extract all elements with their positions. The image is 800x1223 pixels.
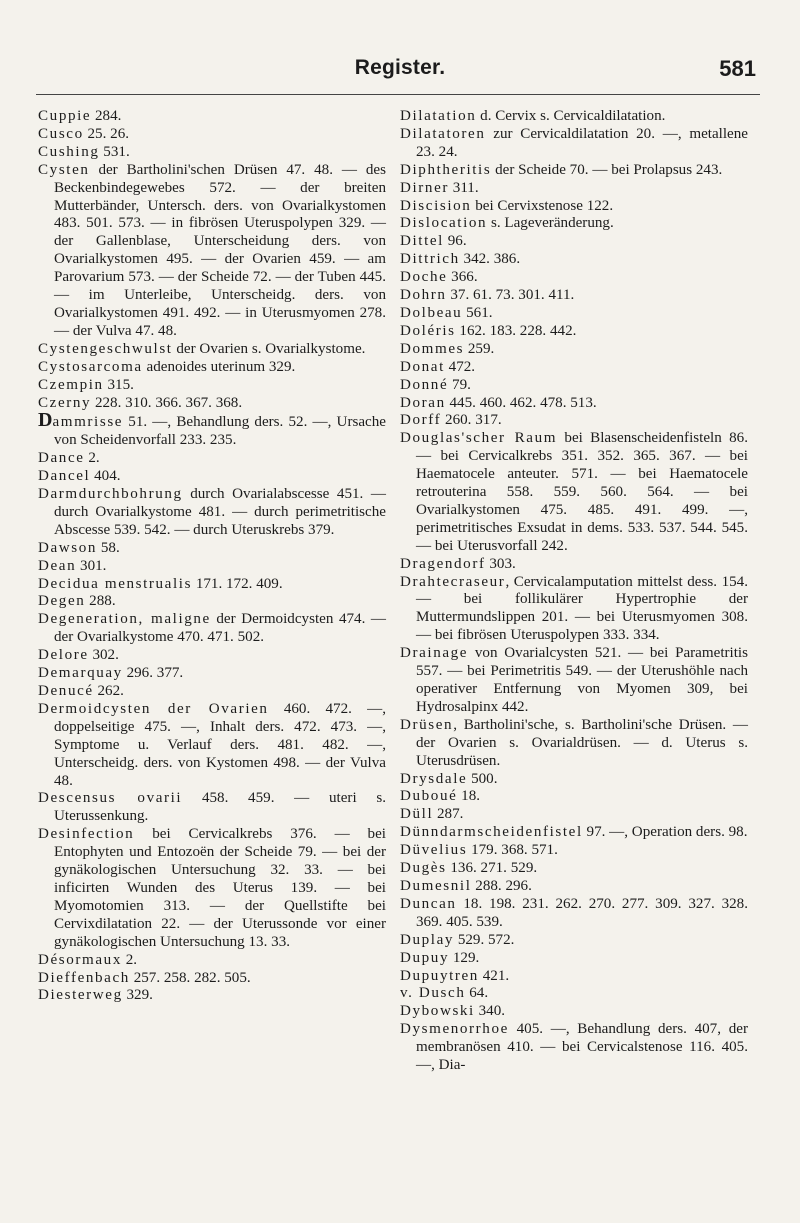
entry-headword: Drainage <box>400 645 469 662</box>
index-entry <box>400 842 748 860</box>
entry-text: 340. <box>474 1003 506 1020</box>
entry-text: der Bartholini'schen Drüsen 47. 48. — des Beckenbindegewebes 572. — der breiten Mutterbänder, Untersch. ders. von Ovarialkystomen 483. 501. 573. — in fibrösen Uteruspolypen 329. — der Gallenblase, Unterscheidung ders. von Ovarialkystomen 495. — der Ovarien 459. — am Parovarium 573. — der Scheide 72. — der Tuben 445. — im Unterleibe, Unterscheidg. ders. von Ovarialkystomen 491. 492. — in Uterusmyomen 278. — der Vulva 47. 48. <box>54 161 386 339</box>
entry-text: 342. 386. <box>459 251 521 268</box>
entry-headword: Drüsen <box>400 716 454 733</box>
entry-headword: Dorff <box>400 412 442 429</box>
index-entry <box>38 126 386 144</box>
entry-headword: Czerny <box>38 394 92 411</box>
index-entry <box>400 323 748 341</box>
index-entry <box>38 611 386 647</box>
index-entry <box>400 395 748 413</box>
entry-headword: Drysdale <box>400 770 468 787</box>
entry-headword: Düvelius <box>400 842 468 859</box>
index-entry <box>400 215 748 233</box>
page-title: Register. <box>354 56 446 79</box>
entry-text: 460. 472. —, doppelseitige 475. —, Inhalt ders. 472. 473. —, Symptome u. Verlauf ders. 481. 482. —, Unterscheidg. ders. von Kystomen 498. — der Vulva 48. <box>54 700 386 789</box>
entry-text: 228. 310. 366. 367. 368. <box>91 394 243 411</box>
entry-headword: Dommes <box>400 340 465 357</box>
index-entry <box>400 287 748 305</box>
entry-headword: Dieffenbach <box>38 969 130 986</box>
index-entry <box>400 878 748 896</box>
entry-headword: Dittrich <box>400 251 460 268</box>
index-entry <box>400 896 748 932</box>
entry-text: 58. <box>97 539 120 556</box>
index-entry <box>38 108 386 126</box>
entry-text: 64. <box>465 985 489 1002</box>
entry-text: d. Cervix s. Cervicaldilatation. <box>476 108 666 124</box>
index-entry <box>38 468 386 486</box>
entry-text: 262. <box>93 683 124 699</box>
entry-text: 302. <box>88 647 119 664</box>
entry-headword: Dittel <box>400 233 444 250</box>
index-entry <box>400 305 748 323</box>
entry-text: 79. <box>448 376 471 393</box>
index-entry <box>400 788 748 806</box>
entry-text: 162. 183. 228. 442. <box>455 322 577 339</box>
entry-text: , Bartholini'sche, s. Bartholini'sche Drüsen. — der Ovarien s. Ovarialdrüsen. — d. Uterus s. Uterusdrüsen. <box>416 716 748 769</box>
entry-text: 179. 368. 571. <box>467 842 558 859</box>
entry-headword: Dragendorf <box>400 555 486 572</box>
entry-text: 25. 26. <box>83 125 130 142</box>
entry-headword: Dybowski <box>400 1003 475 1020</box>
entry-headword: Dysmenorrhoe <box>400 1021 509 1038</box>
entry-headword: Dilatatoren <box>400 125 486 142</box>
entry-headword: Doche <box>400 269 448 286</box>
entry-headword: Düll <box>400 806 434 823</box>
entry-headword: Cusco <box>38 125 84 142</box>
entry-headword: Dilatation <box>400 108 477 124</box>
header-rule <box>36 94 760 95</box>
entry-text: 404. <box>90 468 121 485</box>
entry-text: 2. <box>121 951 138 968</box>
entry-text: 531. <box>99 143 130 160</box>
entry-headword: Doran <box>400 394 446 411</box>
entry-text: s. Lageveränderung. <box>487 215 614 232</box>
entry-headword: Desinfection <box>38 826 135 843</box>
index-entry <box>38 144 386 162</box>
index-entry <box>38 593 386 611</box>
entry-headword: Cuppie <box>38 108 92 124</box>
entry-headword: Dawson <box>38 539 98 556</box>
entry-headword: Denucé <box>38 683 94 699</box>
entry-headword: Dugès <box>400 860 447 877</box>
entry-headword: Czempin <box>38 376 104 393</box>
entry-headword: Diphtheritis <box>400 161 492 178</box>
entry-headword: Diesterweg <box>38 987 123 1004</box>
entry-text: 445. 460. 462. 478. 513. <box>445 394 597 411</box>
entry-headword: Cysten <box>38 161 90 178</box>
entry-text: bei Cervicalkrebs 376. — bei Entophyten und Entozoën der Scheide 79. — bei der gynäkologischen Untersuchung 32. 33. — bei inficirten Wunden des Uterus 139. — bei Myomotomien 313. — der Quellstifte bei Cervixdilatation 22. — der Uterussonde vor einer gynäkologischen Untersuchung 13. 33. <box>54 826 386 950</box>
entry-headword: Dancel <box>38 468 91 485</box>
entry-headword: v. Dusch <box>400 985 466 1002</box>
index-entry <box>400 269 748 287</box>
entry-text: 18. <box>457 788 481 805</box>
entry-text: 257. 258. 282. 505. <box>129 969 251 986</box>
entry-headword: Degen <box>38 593 86 610</box>
entry-text: 288. 296. <box>471 877 532 894</box>
index-entry <box>400 359 748 377</box>
entry-headword: Delore <box>38 647 89 664</box>
entry-text: 405. —, Behandlung ders. 407, der membranösen 410. — bei Cervicalstenose 116. 405. —, Dia- <box>416 1021 748 1074</box>
entry-headword: Darmdurchbohrung <box>38 486 183 503</box>
entry-headword: Dirner <box>400 179 449 196</box>
entry-headword: Dermoidcysten der Ovarien <box>38 700 269 717</box>
entry-headword: Dupuy <box>400 949 450 966</box>
entry-headword: Descensus ovarii <box>38 790 183 807</box>
entry-text: 288. <box>85 593 116 610</box>
entry-text: 18. 198. 231. 262. 270. 277. 309. 327. 328. 369. 405. 539. <box>416 895 748 930</box>
index-entry <box>400 198 748 216</box>
index-entry <box>38 647 386 665</box>
index-entry <box>400 824 748 842</box>
index-entry <box>38 970 386 988</box>
entry-headword: Dance <box>38 450 85 467</box>
index-entry <box>400 645 748 717</box>
index-entry <box>38 790 386 826</box>
entry-text: 366. <box>447 269 478 286</box>
entry-text: 259. <box>464 340 495 357</box>
entry-text: 37. 61. 73. 301. 411. <box>446 287 575 304</box>
index-entry <box>38 359 386 377</box>
entry-text: 472. <box>444 358 476 375</box>
entry-text: 301. <box>76 557 107 574</box>
index-entry <box>400 717 748 771</box>
entry-text: von Ovarialcysten 521. — bei Parametritis 557. — bei Perimetritis 549. — der Uterushöhle nach operativer Entfernung von Myomen 309, bei Hydrosalpinx 442. <box>416 645 748 715</box>
index-entry <box>400 412 748 430</box>
index-entry <box>38 540 386 558</box>
entry-text: 136. 271. 529. <box>446 860 538 877</box>
entry-text: , Cervicalamputation mittelst dess. 154. — bei follikulärer Hypertrophie der Muttermundslippen 201. — bei Uterusmyomen 308. — bei fibrösen Uteruspolypen 333. 334. <box>416 573 748 644</box>
entry-text: 458. 459. — uteri s. Uterussenkung. <box>54 790 386 825</box>
entry-text: 315. <box>103 376 134 393</box>
entry-headword: Degeneration, maligne <box>38 611 211 628</box>
entry-headword: Dolbeau <box>400 304 463 321</box>
entry-headword: Dislocation <box>400 215 488 232</box>
entry-text: 96. <box>443 233 467 250</box>
index-entry <box>38 665 386 683</box>
entry-headword: Duplay <box>400 931 455 948</box>
index-entry <box>400 860 748 878</box>
entry-text: 303. <box>485 555 516 572</box>
entry-text: 129. <box>449 949 480 966</box>
entry-headword: Dupuytren <box>400 967 479 984</box>
entry-headword: Decidua menstrualis <box>38 575 193 592</box>
index-entry <box>400 950 748 968</box>
index-entry <box>400 806 748 824</box>
entry-headword: Dean <box>38 557 77 574</box>
index-entry <box>400 233 748 251</box>
index-entry <box>38 826 386 951</box>
entry-headword: Dohrn <box>400 287 447 304</box>
index-column-right <box>400 108 748 1075</box>
entry-headword: Donné <box>400 376 449 393</box>
index-entry <box>38 558 386 576</box>
entry-headword: Donat <box>400 358 445 375</box>
entry-initial: D <box>38 409 53 432</box>
entry-headword: Demarquay <box>38 665 123 682</box>
index-entry <box>400 932 748 950</box>
index-entry <box>400 108 748 126</box>
index-entry <box>38 576 386 594</box>
index-entry <box>400 1021 748 1075</box>
entry-headword: Dünndarmscheidenfistel <box>400 824 583 841</box>
entry-text: adenoides uterinum 329. <box>142 358 296 375</box>
entry-text: 311. <box>449 179 479 196</box>
entry-text: 287. <box>433 806 464 823</box>
index-entry <box>38 341 386 359</box>
entry-text: bei Cervixstenose 122. <box>471 197 614 214</box>
entry-text: 284. <box>91 108 122 124</box>
index-entry <box>400 430 748 555</box>
index-column-left <box>38 108 386 1005</box>
entry-text: 329. <box>122 987 153 1004</box>
page-header <box>0 56 800 86</box>
index-entry <box>400 985 748 1003</box>
entry-text: der Scheide 70. — bei Prolapsus 243. <box>491 161 723 178</box>
index-entry <box>38 395 386 413</box>
entry-text: bei Blasenscheidenfisteln 86. — bei Cervicalkrebs 351. 352. 365. 367. — bei Haematocele anteuter. 571. — bei Haematocele retrouterina 558. 559. 560. 564. — bei Ovarialkystomen 475. 485. 491. 499. —, perimetritisches Exsudat in dems. 533. 537. 544. 545. — bei Uterusvorfall 242. <box>416 430 748 554</box>
entry-text: 529. 572. <box>454 931 515 948</box>
index-entry <box>400 771 748 789</box>
entry-text: 561. <box>462 304 493 321</box>
entry-text: 171. 172. 409. <box>192 575 283 592</box>
index-entry <box>38 450 386 468</box>
index-entry <box>38 377 386 395</box>
index-entry <box>38 987 386 1005</box>
index-entry <box>38 701 386 791</box>
entry-headword: Cystengeschwulst <box>38 340 173 357</box>
entry-text: der Ovarien s. Ovarialkystome. <box>172 340 366 357</box>
index-entry <box>400 162 748 180</box>
index-entry <box>38 162 386 341</box>
index-entry <box>400 1003 748 1021</box>
entry-headword: Drahtecraseur <box>400 573 506 590</box>
index-entry <box>400 968 748 986</box>
entry-text: 296. 377. <box>122 665 184 682</box>
entry-headword: Douglas'scher Raum <box>400 430 558 447</box>
entry-headword: Doléris <box>400 322 456 339</box>
entry-text: der Dermoidcysten 474. — der Ovarialkystome 470. 471. 502. <box>54 611 386 646</box>
index-entry <box>38 683 386 701</box>
entry-text: 421. <box>478 967 510 984</box>
entry-headword: ammrisse <box>52 414 124 431</box>
entry-headword: Duncan <box>400 895 457 912</box>
entry-headword: Cushing <box>38 143 100 160</box>
entry-headword: Cystosarcoma <box>38 358 143 375</box>
entry-headword: Duboué <box>400 788 458 805</box>
entry-text: zur Cervicaldilatation 20. —, metallene 23. 24. <box>416 125 748 160</box>
entry-headword: Discision <box>400 197 472 214</box>
entry-text: 500. <box>467 770 498 787</box>
entry-text: durch Ovarialabscesse 451. — durch Ovarialkystome 481. — durch perimetritische Abscesse 539. 542. — durch Uteruskrebs 379. <box>54 486 386 538</box>
entry-text: 97. —, Operation ders. 98. <box>582 824 748 841</box>
index-entry <box>400 574 748 646</box>
index-entry <box>400 556 748 574</box>
index-entry <box>38 952 386 970</box>
index-entry <box>38 409 386 450</box>
index-entry <box>400 126 748 162</box>
index-entry <box>400 251 748 269</box>
index-entry <box>400 341 748 359</box>
entry-text: 260. 317. <box>441 412 502 429</box>
index-entry <box>400 377 748 395</box>
index-entry <box>400 180 748 198</box>
entry-headword: Désormaux <box>38 951 122 968</box>
index-entry <box>38 486 386 540</box>
entry-text: 51. —, Behandlung ders. 52. —, Ursache von Scheidenvorfall 233. 235. <box>54 414 386 449</box>
entry-headword: Dumesnil <box>400 877 472 894</box>
entry-text: 2. <box>84 450 100 467</box>
page-number: 581 <box>719 56 756 81</box>
